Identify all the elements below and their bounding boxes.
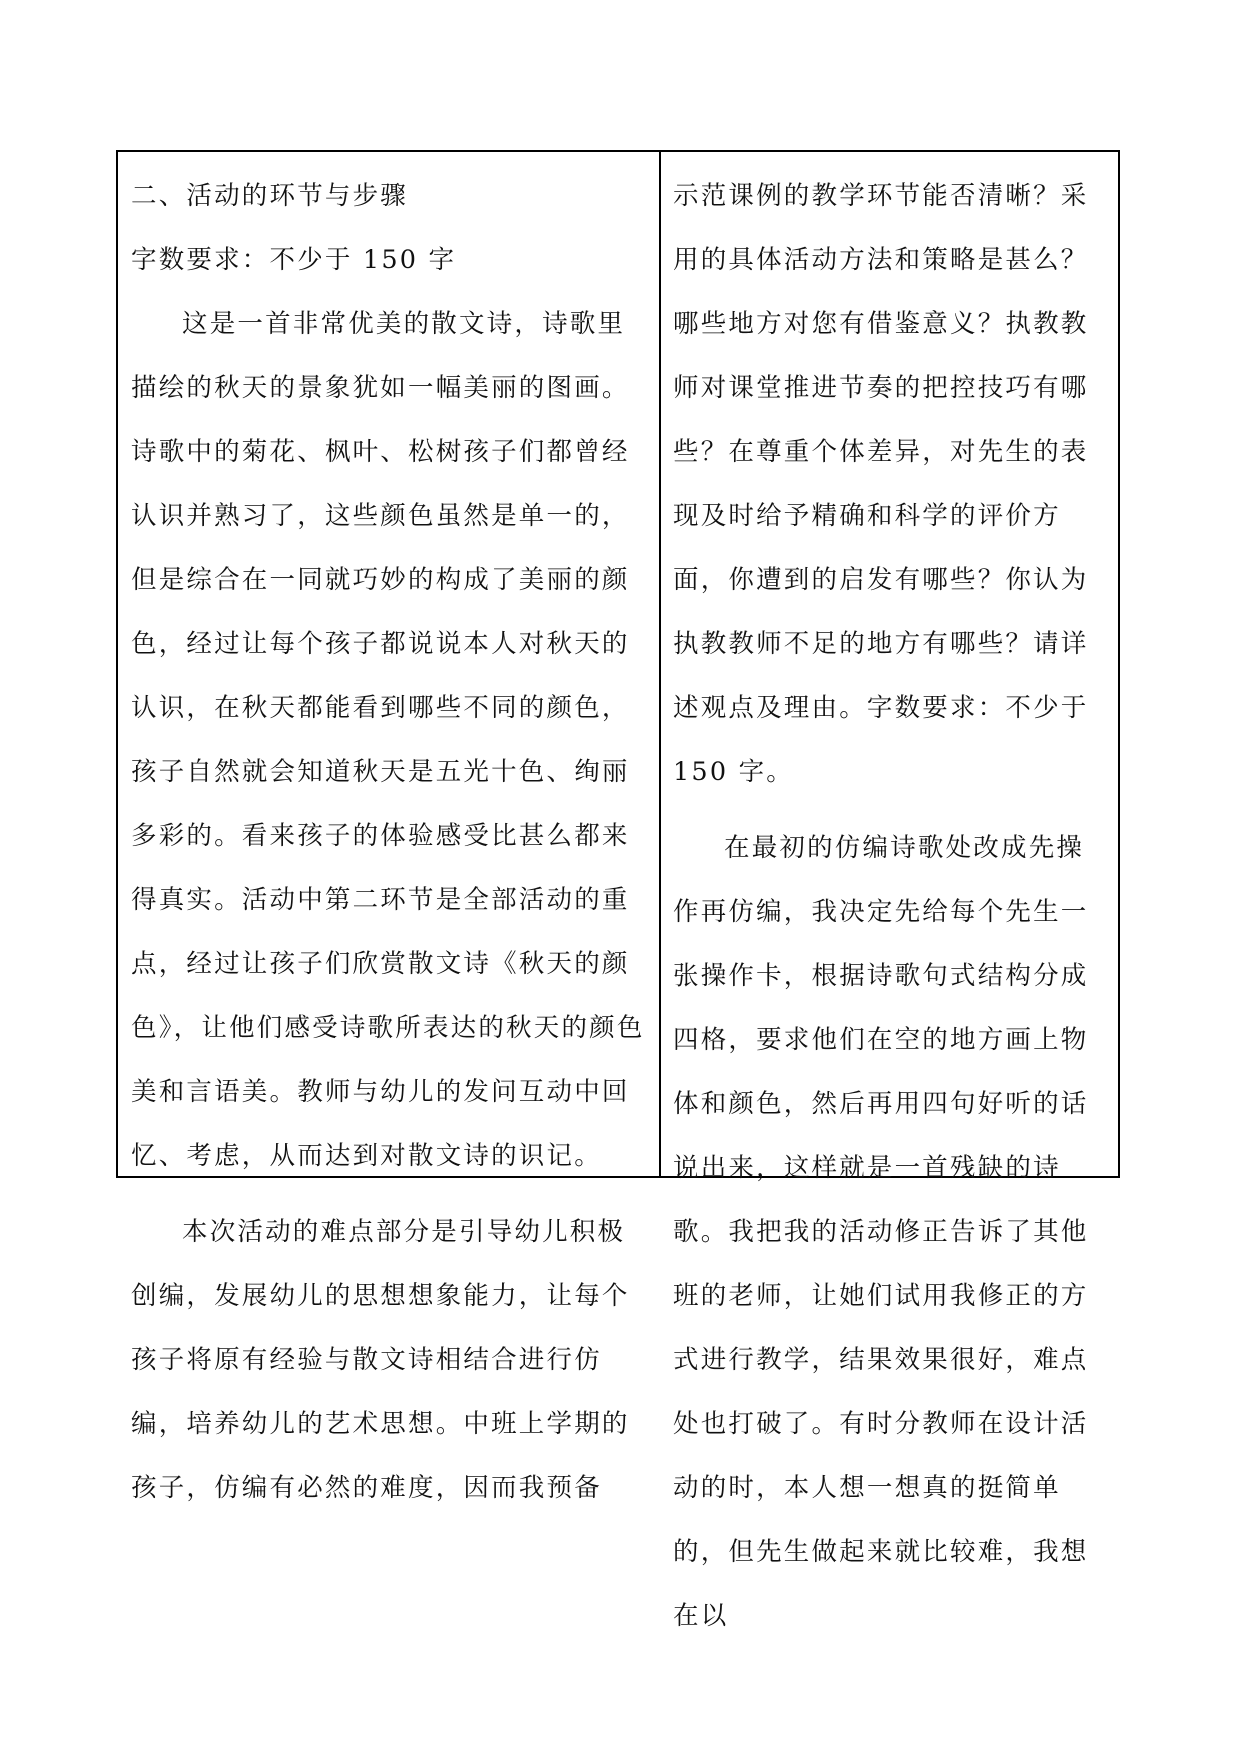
left-column-cell (118, 152, 661, 1503)
left-paragraph-2: 本次活动的难点部分是引导幼儿积极创编，发展幼儿的思想想象能力，让每个孩子将原有经验与散文诗相结合进行仿编，培养幼儿的艺术思想。中班上学期的孩子，仿编有必然的难度，因而我预备 (131, 1217, 630, 1503)
right-column-cell (661, 152, 1118, 1631)
right-paragraph-1: 在最初的仿编诗歌处改成先操作再仿编，我决定先给每个先生一张操作卡，根据诗歌句式结构分成四格，要求他们在空的地方画上物体和颜色，然后再用四句好听的话说出来，这样就是一首残缺的诗歌。我把我的活动修正告诉了其他班的老师，让她们试用我修正的方式进行教学，结果效果很好，难点处也打破了。有时分教师在设计活动的时，本人想一想真的挺简单的，但先生做起来就比较难，我想在以 (673, 833, 1089, 1631)
left-paragraph-1: 这是一首非常优美的散文诗，诗歌里描绘的秋天的景象犹如一幅美丽的图画。诗歌中的菊花、枫叶、松树孩子们都曾经认识并熟习了，这些颜色虽然是单一的，但是综合在一同就巧妙的构成了美丽的颜色，经过让每个孩子都说说本人对秋天的认识，在秋天都能看到哪些不同的颜色，孩子自然就会知道秋天是五光十色、绚丽多彩的。看来孩子的体验感受比甚么都来得真实。活动中第二环节是全部活动的重点，经过让孩子们欣赏散文诗《秋天的颜色》，让他们感受诗歌所表达的秋天的颜色美和言语美。教师与幼儿的发问互动中回忆、考虑，从而达到对散文诗的识记。 (131, 309, 645, 1171)
reflection-question: 示范课例的教学环节能否清晰？采用的具体活动方法和策略是甚么？哪些地方对您有借鉴意义？执教教师对课堂推进节奏的把控技巧有哪些？在尊重个体差异，对先生的表现及时给予精确和科学的评价方面，你遭到的启发有哪些？你认为执教教师不足的地方有哪些？请详述观点及理由。字数要求：不少于 150 字。 (673, 181, 1089, 787)
word-count-requirement: 字数要求：不少于 150 字 (131, 245, 457, 275)
form-table (116, 150, 1120, 1631)
section-heading: 二、活动的环节与步骤 (131, 181, 409, 211)
